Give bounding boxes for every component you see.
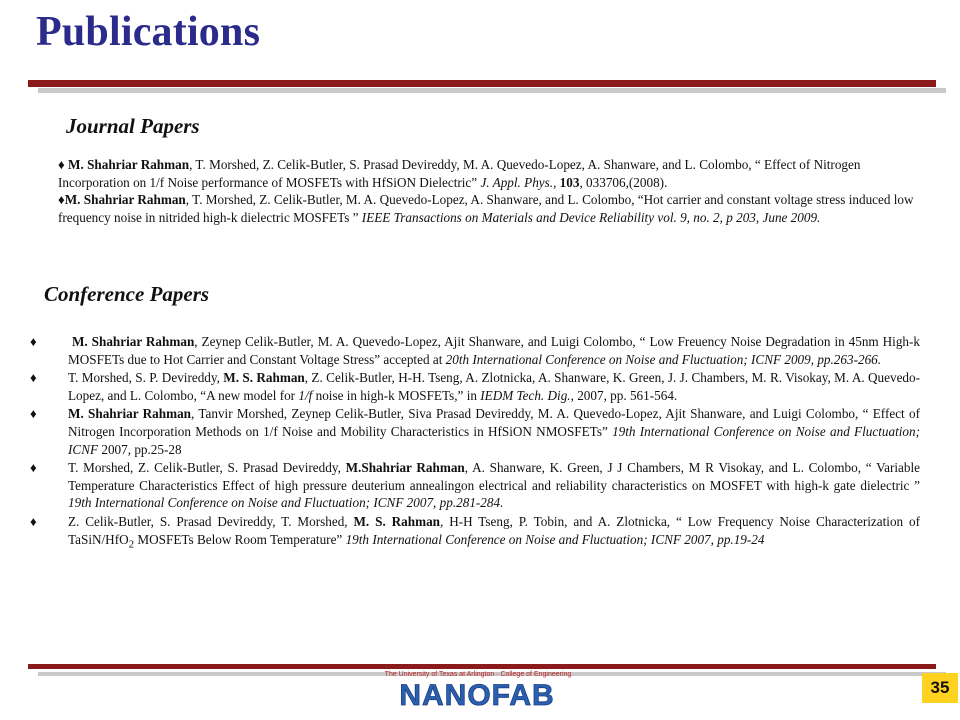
conference-venue: 20th International Conference on Noise and Fluctuation; ICNF 2009, pp.263-266. <box>445 351 882 367</box>
paper-details: , T. Morshed, Z. Celik-Butler, M. A. Quevedo-Lopez, A. Shanware, and L. Colombo, “Hot carrier and constant voltage stress induced low frequency noise in nitrided high-k dielectric MOSFETs ” <box>58 192 914 225</box>
conference-venue: 19th International Conference on Noise and Fluctuation; ICNF 2007, pp.281-284. <box>68 495 504 511</box>
paper-details: , Tanvir Morshed, Zeynep Celik-Butler, Siva Prasad Devireddy, M. A. Quevedo-Lopez, Ajit Shanware, and Luigi Colombo, “ Effect of Nitrogen Incorporation Methods on 1/f Noise and Mobility Characteristics in HfSiON NMOSFETs” <box>68 406 920 439</box>
author-name: M. Shahriar Rahman <box>68 157 190 172</box>
author-name: M. S. Rahman <box>223 370 305 386</box>
journal-paper-entry <box>58 191 928 226</box>
author-name: M. Shahriar Rahman <box>71 334 195 349</box>
logo-text: NANOFAB <box>399 679 555 708</box>
page-number-badge: 35 <box>922 673 958 703</box>
paper-details: , H-H Tseng, P. Tobin, and A. Zlotnicka, “ Low Frequency Noise Characterization of TaSiN/HfO <box>68 513 921 547</box>
journal-volume: 103 <box>559 174 580 190</box>
journal-paper-entry <box>58 156 928 191</box>
diamond-bullet-icon: ♦ <box>58 157 65 172</box>
diamond-bullet-icon: ♦ <box>58 192 65 208</box>
diamond-bullet-icon: ♦ <box>30 334 37 349</box>
conference-paper-text <box>68 513 920 554</box>
conference-paper-text <box>68 405 920 458</box>
paper-details: , A. Shanware, K. Green, J J Chambers, M R Visokay, and L. Colombo, “ Variable Temperature Characteristics Effect of high pressure deuterium annealingon electrical and reliability characteristics on MOSFET with high-k gate dielectric ” <box>68 460 920 493</box>
conference-paper-entry <box>30 513 920 554</box>
co-authors: T. Morshed, S. P. Devireddy, <box>68 370 224 386</box>
one-over-f-term: 1/f <box>298 387 313 403</box>
conference-venue: 19th International Conference on Noise and Fluctuation; ICNF <box>68 423 920 457</box>
conference-paper-entry <box>30 459 920 512</box>
title-divider-bar <box>28 80 936 87</box>
conference-paper-text <box>68 459 920 512</box>
diamond-bullet-icon: ♦ <box>30 370 37 386</box>
author-name: M. S. Rahman <box>353 513 441 529</box>
diamond-bullet-icon: ♦ <box>30 513 37 529</box>
separator: , <box>553 174 560 190</box>
co-authors: T. Morshed, Z. Celik-Butler, S. Prasad Devireddy, <box>68 460 346 476</box>
footer-tagline: The University of Texas at Arlington · College of Engineering <box>384 671 572 678</box>
conference-paper-entry <box>30 333 920 368</box>
subscript: 2 <box>128 538 135 551</box>
paper-details: , Zeynep Celik-Butler, M. A. Quevedo-Lopez, Ajit Shanware, and Luigi Colombo, “ Low Freuency Noise Degradation in 45nm High-k MOSFETs due to Hot Carrier and Constant Voltage Stress” accepted at <box>68 334 920 367</box>
page-title: Publications <box>36 9 261 55</box>
journal-name: J. Appl. Phys. <box>480 174 554 190</box>
journal-papers-list <box>58 156 928 226</box>
paper-details: , T. Morshed, Z. Celik-Butler, S. Prasad Devireddy, M. A. Quevedo-Lopez, A. Shanware, and L. Colombo, “ Effect of Nitrogen Incorporation on 1/f Noise performance of MOSFETs with HfSiON Dielectric” <box>58 157 861 190</box>
title-divider-shadow <box>38 88 946 93</box>
conference-venue: IEDM Tech. Dig. <box>480 387 571 403</box>
conference-papers-list <box>30 333 920 555</box>
diamond-bullet-icon: ♦ <box>30 406 37 422</box>
co-authors: Z. Celik-Butler, S. Prasad Devireddy, T. Morshed, <box>68 513 354 529</box>
conference-paper-entry <box>30 405 920 458</box>
conference-papers-heading: Conference Papers <box>44 282 210 306</box>
conference-pages: 2007, pp.25-28 <box>98 441 182 457</box>
conference-paper-entry <box>30 369 920 404</box>
paper-details-continued: noise in high-k MOSFETs,” in <box>312 387 481 403</box>
author-name: M. Shahriar Rahman <box>68 406 192 422</box>
footer-divider-bar <box>28 664 936 669</box>
journal-venue: IEEE Transactions on Materials and Device Reliability vol. 9, no. 2, p 203, June 2009. <box>361 209 821 225</box>
paper-details: , Z. Celik-Butler, H-H. Tseng, A. Zlotnicka, A. Shanware, K. Green, J. J. Chambers, M. R. Visokay, M. A. Quevedo-Lopez, and L. Colombo, “A new model for <box>68 370 920 403</box>
nanofab-logo <box>370 678 584 708</box>
paper-details-continued: MOSFETs Below Room Temperature” <box>134 531 346 547</box>
conference-pages: , 2007, pp. 561-564. <box>570 387 678 403</box>
author-name: M.Shahriar Rahman <box>345 460 465 476</box>
diamond-bullet-icon: ♦ <box>30 460 37 476</box>
journal-papers-heading: Journal Papers <box>66 114 200 138</box>
conference-paper-text <box>68 333 920 368</box>
author-name: M. Shahriar Rahman <box>64 192 186 208</box>
journal-pages: , 033706,(2008). <box>579 174 668 190</box>
conference-paper-text <box>68 369 920 404</box>
conference-venue: 19th International Conference on Noise and Fluctuation; ICNF 2007, pp.19-24 <box>345 531 765 547</box>
